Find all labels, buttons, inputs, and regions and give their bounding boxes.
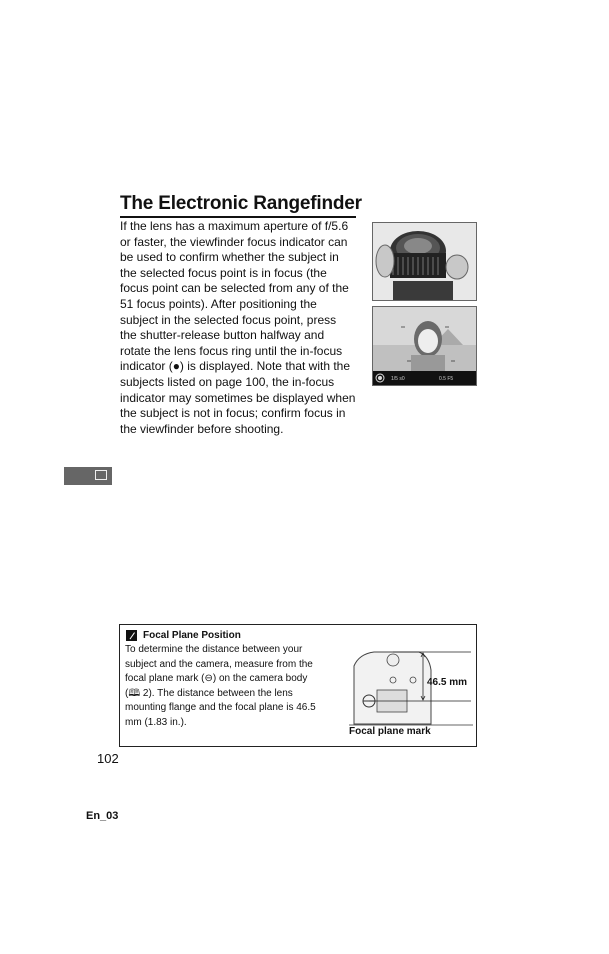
note-box [119, 624, 477, 747]
note-text: To determine the distance between your subject and the camera, measure from the focal plane mark (⊖) on the camera body (🕮 2). The distance between the lens mounting flange and the focal plane is 46.5 mm (1.83 in.). [125, 644, 316, 728]
section-title: The Electronic Rangefinder [120, 193, 356, 218]
viewfinder-readout-left: 1/5 s0 [391, 376, 405, 382]
figure-caption: Focal plane mark [349, 726, 431, 737]
viewfinder-photo [372, 306, 477, 386]
viewfinder-readout-right: 0.5 F5 [439, 376, 454, 382]
measurement-label: 46.5 mm [427, 677, 468, 688]
lens-photo [372, 222, 477, 301]
note-header [126, 628, 241, 642]
chapter-tab[interactable] [64, 467, 112, 485]
pencil-icon [126, 630, 137, 641]
viewfinder-icon [95, 470, 107, 480]
body-text: If the lens has a maximum aperture of f/5.6 or faster, the viewfinder focus indicator can be used to confirm whether the subject in the selected focus point is in focus (the focus point can be selected from any of the 51 focus points). After positioning the subject in the selected focus point, press the shutter-release button halfway and rotate the lens focus ring until the in-focus indicator (●) is displayed. Note that with the subjects listed on page 100, the in-focus indicator may sometimes be displayed when the subject is not in focus; confirm focus in the viewfinder before shooting. [120, 219, 356, 436]
page-number: 102 [97, 751, 119, 766]
footer-code: En_03 [86, 810, 119, 822]
note-title: Focal Plane Position [143, 629, 241, 641]
